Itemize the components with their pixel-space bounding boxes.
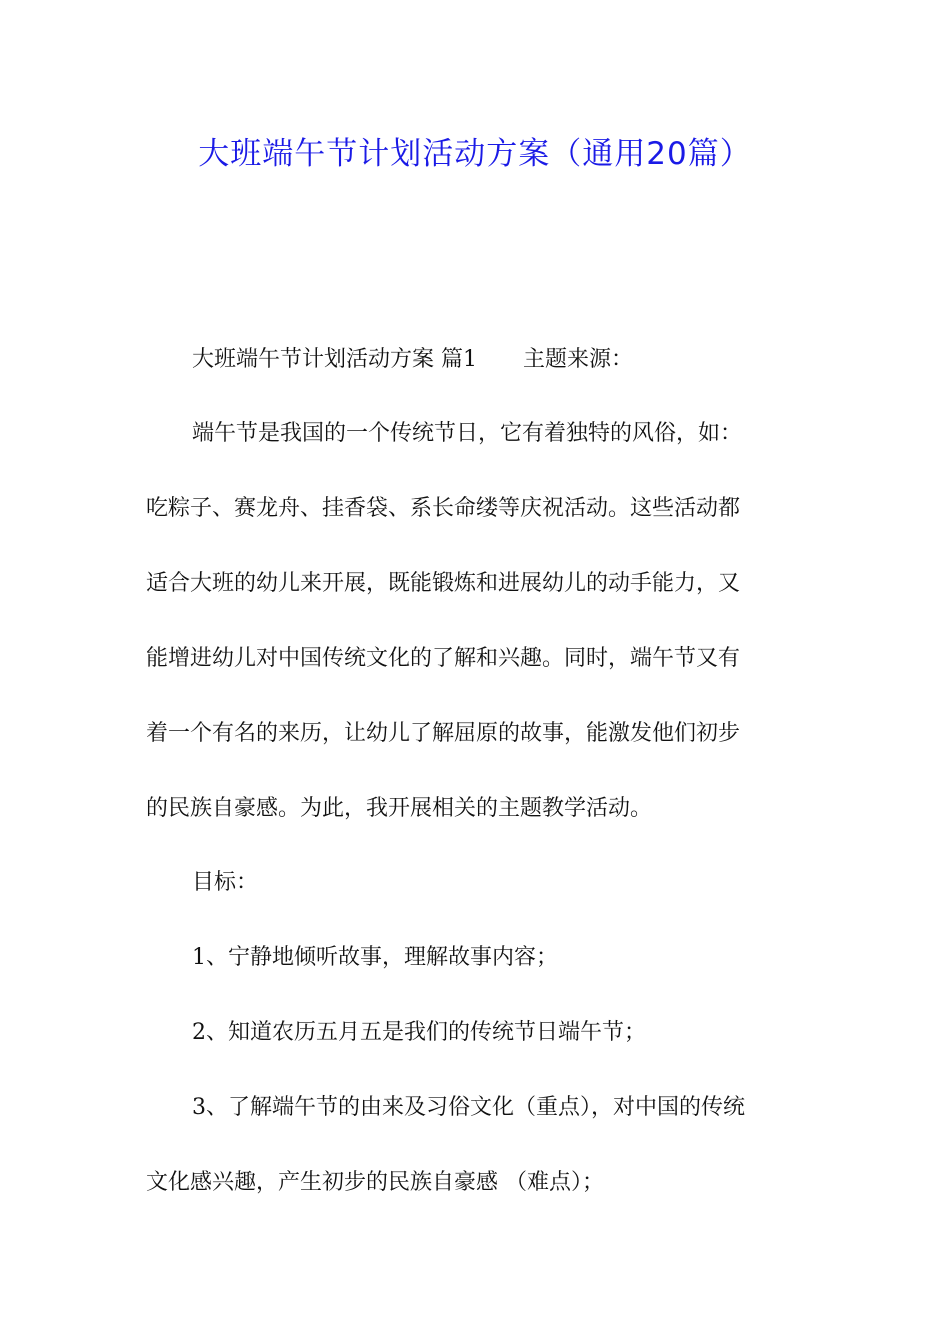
paragraph-line: 的民族自豪感。为此，我开展相关的主题教学活动。 xyxy=(146,796,653,821)
goal-item: 1、宁静地倾听故事，理解故事内容； xyxy=(192,945,558,970)
section-heading-line xyxy=(192,345,808,375)
paragraph-line: 着一个有名的来历，让幼儿了解屈原的故事，能激发他们初步 xyxy=(146,721,741,746)
goal-item-continuation: 文化感兴趣，产生初步的民族自豪感 （难点）； xyxy=(146,1170,604,1195)
paragraph-line: 端午节是我国的一个传统节日，它有着独特的风俗，如： xyxy=(192,421,743,446)
paragraph-line: 吃粽子、赛龙舟、挂香袋、系长命缕等庆祝活动。这些活动都 xyxy=(146,496,741,521)
goal-item: 3、了解端午节的由来及习俗文化（重点），对中国的传统 xyxy=(192,1095,745,1120)
document-title: 大班端午节计划活动方案（通用20篇） xyxy=(198,136,752,172)
paragraph-line: 适合大班的幼儿来开展，既能锻炼和进展幼儿的动手能力，又 xyxy=(146,571,741,596)
goal-item: 2、知道农历五月五是我们的传统节日端午节； xyxy=(192,1020,646,1045)
goals-heading: 目标： xyxy=(192,870,259,895)
section-heading: 大班端午节计划活动方案 篇1 xyxy=(192,347,477,372)
paragraph-line: 能增进幼儿对中国传统文化的了解和兴趣。同时，端午节又有 xyxy=(146,646,741,671)
section-subheading: 主题来源： xyxy=(523,347,634,372)
